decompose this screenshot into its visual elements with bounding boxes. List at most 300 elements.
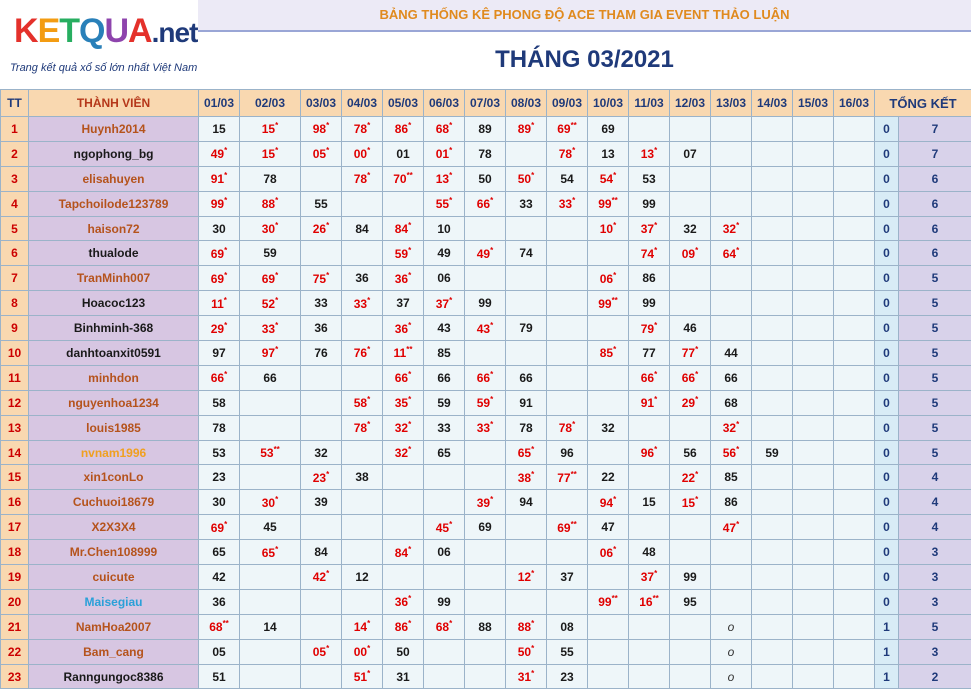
day-cell: 65 xyxy=(424,440,465,465)
day-cell xyxy=(711,589,752,614)
day-cell xyxy=(793,141,834,166)
miss-count: 0 xyxy=(875,565,899,590)
member-name[interactable]: Binhminh-368 xyxy=(29,316,199,341)
hit-marker: ** xyxy=(570,519,577,529)
day-cell xyxy=(342,515,383,540)
day-cell xyxy=(793,390,834,415)
day-cell xyxy=(547,341,588,366)
day-cell: 86* xyxy=(383,117,424,142)
day-cell xyxy=(793,639,834,664)
hit-marker: * xyxy=(367,619,371,629)
day-cell xyxy=(465,266,506,291)
day-cell: 53 xyxy=(199,440,240,465)
day-cell: 77 xyxy=(629,341,670,366)
day-cell xyxy=(834,515,875,540)
hit-marker: * xyxy=(275,544,279,554)
day-cell xyxy=(752,365,793,390)
table-body xyxy=(1,117,971,689)
hit-marker: * xyxy=(224,270,228,280)
member-name[interactable]: NamHoa2007 xyxy=(29,614,199,639)
day-cell: 53** xyxy=(240,440,301,465)
day-cell: 59* xyxy=(465,390,506,415)
day-cell xyxy=(301,390,342,415)
day-cell xyxy=(301,365,342,390)
day-cell xyxy=(711,540,752,565)
day-cell xyxy=(752,266,793,291)
day-cell xyxy=(670,540,711,565)
day-cell: o xyxy=(711,664,752,689)
hit-marker: * xyxy=(490,370,494,380)
day-cell: 32* xyxy=(711,216,752,241)
table-row xyxy=(1,166,971,191)
day-cell: 36* xyxy=(383,589,424,614)
total-count: 6 xyxy=(899,166,971,191)
hit-marker: * xyxy=(367,669,371,679)
day-cell xyxy=(793,216,834,241)
miss-count: 0 xyxy=(875,291,899,316)
day-cell xyxy=(793,440,834,465)
day-cell: 69** xyxy=(547,117,588,142)
day-cell: 33* xyxy=(465,415,506,440)
logo-wordmark xyxy=(14,12,197,51)
day-cell xyxy=(711,191,752,216)
day-cell: 42 xyxy=(199,565,240,590)
hit-marker: * xyxy=(275,494,279,504)
day-cell: 43* xyxy=(465,316,506,341)
hit-marker: * xyxy=(531,569,535,579)
hit-marker: * xyxy=(326,644,330,654)
member-name[interactable]: louis1985 xyxy=(29,415,199,440)
member-name[interactable]: thualode xyxy=(29,241,199,266)
day-cell xyxy=(547,365,588,390)
day-cell xyxy=(752,664,793,689)
hit-marker: * xyxy=(326,569,330,579)
table-row xyxy=(1,316,971,341)
col-day: 13/03 xyxy=(711,90,752,117)
day-cell xyxy=(424,490,465,515)
miss-count: 0 xyxy=(875,166,899,191)
col-day: 09/03 xyxy=(547,90,588,117)
day-cell xyxy=(506,540,547,565)
day-cell: 30* xyxy=(240,216,301,241)
day-cell xyxy=(547,241,588,266)
day-cell xyxy=(342,440,383,465)
hit-marker: * xyxy=(736,221,740,230)
member-name[interactable]: Cuchuoi18679 xyxy=(29,490,199,515)
day-cell: 84* xyxy=(383,540,424,565)
day-cell: 39 xyxy=(301,490,342,515)
member-name[interactable]: minhdon xyxy=(29,365,199,390)
member-name[interactable]: cuicute xyxy=(29,565,199,590)
hit-marker: * xyxy=(408,221,412,230)
member-name[interactable]: Maisegiau xyxy=(29,589,199,614)
day-cell xyxy=(752,540,793,565)
day-cell xyxy=(383,565,424,590)
hit-marker: * xyxy=(613,345,617,355)
day-cell xyxy=(465,589,506,614)
day-cell: 96 xyxy=(547,440,588,465)
total-count: 3 xyxy=(899,639,971,664)
hit-marker: * xyxy=(490,245,494,255)
member-name[interactable]: Ranngungoc8386 xyxy=(29,664,199,689)
day-cell xyxy=(834,291,875,316)
day-cell xyxy=(752,589,793,614)
day-cell: 86 xyxy=(629,266,670,291)
member-name[interactable]: Huynh2014 xyxy=(29,117,199,142)
day-cell xyxy=(752,341,793,366)
member-name[interactable]: danhtoanxit0591 xyxy=(29,341,199,366)
miss-count: 0 xyxy=(875,415,899,440)
hit-marker: * xyxy=(224,196,228,206)
day-cell: 31* xyxy=(506,664,547,689)
day-cell xyxy=(383,490,424,515)
day-cell: 12* xyxy=(506,565,547,590)
member-name[interactable]: elisahuyen xyxy=(29,166,199,191)
total-count: 4 xyxy=(899,515,971,540)
hit-marker: * xyxy=(490,420,494,430)
day-cell xyxy=(547,540,588,565)
day-cell: 84 xyxy=(342,216,383,241)
miss-count: 0 xyxy=(875,141,899,166)
day-cell: 30 xyxy=(199,216,240,241)
day-cell xyxy=(301,241,342,266)
hit-marker: * xyxy=(613,270,617,280)
day-cell xyxy=(834,341,875,366)
day-cell: 78* xyxy=(547,141,588,166)
hit-marker: ** xyxy=(570,121,577,131)
total-count: 3 xyxy=(899,540,971,565)
hit-marker: * xyxy=(408,395,412,405)
day-cell: 45* xyxy=(424,515,465,540)
day-cell xyxy=(465,216,506,241)
day-cell xyxy=(547,316,588,341)
day-cell: 66 xyxy=(506,365,547,390)
day-cell xyxy=(670,614,711,639)
day-cell xyxy=(547,589,588,614)
day-cell xyxy=(834,166,875,191)
total-count: 6 xyxy=(899,216,971,241)
day-cell xyxy=(240,589,301,614)
day-cell xyxy=(834,316,875,341)
hit-marker: * xyxy=(275,196,279,206)
member-name[interactable]: nvnam1996 xyxy=(29,440,199,465)
day-cell: 85* xyxy=(588,341,629,366)
day-cell: 30* xyxy=(240,490,301,515)
member-name[interactable]: xin1conLo xyxy=(29,465,199,490)
day-cell: 64* xyxy=(711,241,752,266)
day-cell xyxy=(465,341,506,366)
member-name[interactable]: Hoacoc123 xyxy=(29,291,199,316)
day-cell xyxy=(834,141,875,166)
day-cell: 84* xyxy=(383,216,424,241)
day-cell: 76* xyxy=(342,341,383,366)
day-cell xyxy=(465,664,506,689)
day-cell: 05* xyxy=(301,141,342,166)
day-cell xyxy=(752,166,793,191)
row-number: 15 xyxy=(1,465,29,490)
total-count: 5 xyxy=(899,415,971,440)
col-day: 06/03 xyxy=(424,90,465,117)
member-name[interactable]: TranMinh007 xyxy=(29,266,199,291)
day-cell: 54 xyxy=(547,166,588,191)
member-name[interactable]: ngophong_bg xyxy=(29,141,199,166)
miss-count: 1 xyxy=(875,614,899,639)
hit-marker: * xyxy=(531,121,535,131)
day-cell xyxy=(240,639,301,664)
miss-count: 0 xyxy=(875,589,899,614)
day-cell: 38* xyxy=(506,465,547,490)
day-cell: 66 xyxy=(711,365,752,390)
day-cell: 36 xyxy=(342,266,383,291)
hit-marker: * xyxy=(613,171,617,181)
day-cell xyxy=(588,664,629,689)
row-number: 23 xyxy=(1,664,29,689)
hit-marker: * xyxy=(224,519,228,529)
hit-marker: * xyxy=(613,494,617,504)
site-logo[interactable] xyxy=(0,0,199,88)
day-cell xyxy=(834,390,875,415)
day-cell xyxy=(793,415,834,440)
day-cell: 00* xyxy=(342,639,383,664)
day-cell: 66* xyxy=(383,365,424,390)
day-cell: 66* xyxy=(199,365,240,390)
hit-marker: * xyxy=(449,295,453,305)
day-cell: 30 xyxy=(199,490,240,515)
row-number: 11 xyxy=(1,365,29,390)
hit-marker: * xyxy=(367,146,371,156)
day-cell: 95 xyxy=(670,589,711,614)
day-cell: 68** xyxy=(199,614,240,639)
day-cell: 89* xyxy=(506,117,547,142)
hit-marker: ** xyxy=(222,619,229,629)
day-cell xyxy=(342,191,383,216)
hit-marker: * xyxy=(275,345,279,355)
miss-count: 0 xyxy=(875,440,899,465)
hit-marker: * xyxy=(572,196,576,206)
hit-marker: * xyxy=(408,544,412,554)
day-cell xyxy=(834,266,875,291)
member-name[interactable]: nguyenhoa1234 xyxy=(29,390,199,415)
day-cell xyxy=(752,515,793,540)
hit-marker: * xyxy=(531,619,535,629)
hit-marker: * xyxy=(490,494,494,504)
day-cell: 50* xyxy=(506,166,547,191)
hit-marker: * xyxy=(531,445,535,455)
day-cell: 69 xyxy=(588,117,629,142)
day-cell: 33* xyxy=(342,291,383,316)
day-cell: 36 xyxy=(199,589,240,614)
row-number: 7 xyxy=(1,266,29,291)
day-cell xyxy=(240,415,301,440)
member-name[interactable]: Tapchoilode123789 xyxy=(29,191,199,216)
day-cell: 99 xyxy=(424,589,465,614)
day-cell: 26* xyxy=(301,216,342,241)
hit-marker: * xyxy=(449,121,453,131)
table-row xyxy=(1,341,971,366)
miss-count: 0 xyxy=(875,490,899,515)
miss-count: 0 xyxy=(875,117,899,142)
table-row xyxy=(1,440,971,465)
hit-marker: ** xyxy=(273,445,280,455)
day-cell: 79 xyxy=(506,316,547,341)
day-cell xyxy=(588,440,629,465)
day-cell: o xyxy=(711,639,752,664)
hit-marker: * xyxy=(572,146,576,156)
day-cell xyxy=(752,141,793,166)
day-cell xyxy=(752,614,793,639)
member-name[interactable]: X2X3X4 xyxy=(29,515,199,540)
day-cell: 99* xyxy=(199,191,240,216)
day-cell xyxy=(629,117,670,142)
day-cell xyxy=(834,465,875,490)
day-cell: 43 xyxy=(424,316,465,341)
hit-marker: ** xyxy=(611,196,618,206)
day-cell: 14 xyxy=(240,614,301,639)
hit-marker: * xyxy=(275,121,279,131)
day-cell xyxy=(588,390,629,415)
member-name[interactable]: Mr.Chen108999 xyxy=(29,540,199,565)
day-cell xyxy=(793,490,834,515)
hit-marker: * xyxy=(408,121,412,131)
hit-marker: * xyxy=(654,395,658,405)
day-cell: 94 xyxy=(506,490,547,515)
day-cell xyxy=(506,141,547,166)
day-cell: 39* xyxy=(465,490,506,515)
day-cell xyxy=(670,166,711,191)
day-cell: 11* xyxy=(199,291,240,316)
hit-marker: * xyxy=(531,669,535,679)
hit-marker: * xyxy=(449,619,453,629)
day-cell xyxy=(465,639,506,664)
day-cell xyxy=(547,490,588,515)
hit-marker: ** xyxy=(611,594,618,604)
table-row xyxy=(1,664,971,689)
day-cell: 88 xyxy=(465,614,506,639)
day-cell: 32 xyxy=(588,415,629,440)
day-cell: 01 xyxy=(383,141,424,166)
hit-marker: * xyxy=(367,171,371,181)
hit-marker: * xyxy=(326,270,330,280)
day-cell xyxy=(342,490,383,515)
hit-marker: * xyxy=(613,544,617,554)
hit-marker: * xyxy=(490,320,494,330)
row-number: 13 xyxy=(1,415,29,440)
day-cell xyxy=(240,664,301,689)
total-count: 5 xyxy=(899,440,971,465)
day-cell: 23* xyxy=(301,465,342,490)
hit-marker: * xyxy=(736,519,740,529)
row-number: 10 xyxy=(1,341,29,366)
member-name[interactable]: Bam_cang xyxy=(29,639,199,664)
miss-count: 0 xyxy=(875,191,899,216)
day-cell xyxy=(834,639,875,664)
hit-marker: * xyxy=(449,519,453,529)
day-cell: 06 xyxy=(424,540,465,565)
hit-marker: ** xyxy=(611,295,618,305)
member-name[interactable]: haison72 xyxy=(29,216,199,241)
row-number: 4 xyxy=(1,191,29,216)
day-cell: 33 xyxy=(424,415,465,440)
day-cell xyxy=(670,664,711,689)
day-cell xyxy=(301,614,342,639)
day-cell xyxy=(834,415,875,440)
day-cell: 70** xyxy=(383,166,424,191)
day-cell: 29* xyxy=(199,316,240,341)
hit-marker: * xyxy=(695,245,699,255)
hit-marker: ** xyxy=(406,171,413,181)
day-cell xyxy=(547,291,588,316)
hit-marker: * xyxy=(654,569,658,579)
hit-marker: * xyxy=(326,221,330,230)
day-cell: 42* xyxy=(301,565,342,590)
day-cell: 99** xyxy=(588,291,629,316)
stats-table xyxy=(0,89,971,689)
day-cell: 74* xyxy=(629,241,670,266)
day-cell xyxy=(793,565,834,590)
day-cell: 44 xyxy=(711,341,752,366)
day-cell: 51 xyxy=(199,664,240,689)
day-cell: 78* xyxy=(342,166,383,191)
day-cell: 32* xyxy=(383,415,424,440)
day-cell xyxy=(752,191,793,216)
day-cell: 99 xyxy=(465,291,506,316)
miss-count: 0 xyxy=(875,241,899,266)
day-cell: 69* xyxy=(199,266,240,291)
row-number: 14 xyxy=(1,440,29,465)
day-cell: 22* xyxy=(670,465,711,490)
table-row xyxy=(1,266,971,291)
day-cell: 78 xyxy=(506,415,547,440)
day-cell xyxy=(752,390,793,415)
col-day: 16/03 xyxy=(834,90,875,117)
day-cell: 54* xyxy=(588,166,629,191)
day-cell: 35* xyxy=(383,390,424,415)
table-row xyxy=(1,241,971,266)
day-cell xyxy=(793,316,834,341)
logo-letter: A xyxy=(128,12,152,50)
day-cell xyxy=(670,291,711,316)
day-cell: 99 xyxy=(629,191,670,216)
day-cell: 69* xyxy=(199,515,240,540)
day-cell: 23 xyxy=(199,465,240,490)
col-day: 14/03 xyxy=(752,90,793,117)
day-cell: 36* xyxy=(383,266,424,291)
day-cell: 50* xyxy=(506,639,547,664)
day-cell: 59* xyxy=(383,241,424,266)
day-cell xyxy=(793,664,834,689)
logo-brand-main xyxy=(14,12,152,50)
day-cell xyxy=(588,241,629,266)
day-cell xyxy=(465,440,506,465)
table-row xyxy=(1,465,971,490)
hit-marker: * xyxy=(695,469,699,479)
day-cell xyxy=(752,291,793,316)
day-cell xyxy=(240,390,301,415)
miss-count: 1 xyxy=(875,664,899,689)
day-cell: 15 xyxy=(199,117,240,142)
day-cell xyxy=(629,664,670,689)
miss-count: 0 xyxy=(875,465,899,490)
logo-letter: K xyxy=(14,12,38,50)
day-cell: 52* xyxy=(240,291,301,316)
day-cell: 91 xyxy=(506,390,547,415)
day-cell: 55 xyxy=(547,639,588,664)
day-cell: 06* xyxy=(588,540,629,565)
day-cell xyxy=(711,316,752,341)
hit-marker: * xyxy=(367,121,371,131)
day-cell: 37* xyxy=(424,291,465,316)
day-cell: 12 xyxy=(342,565,383,590)
